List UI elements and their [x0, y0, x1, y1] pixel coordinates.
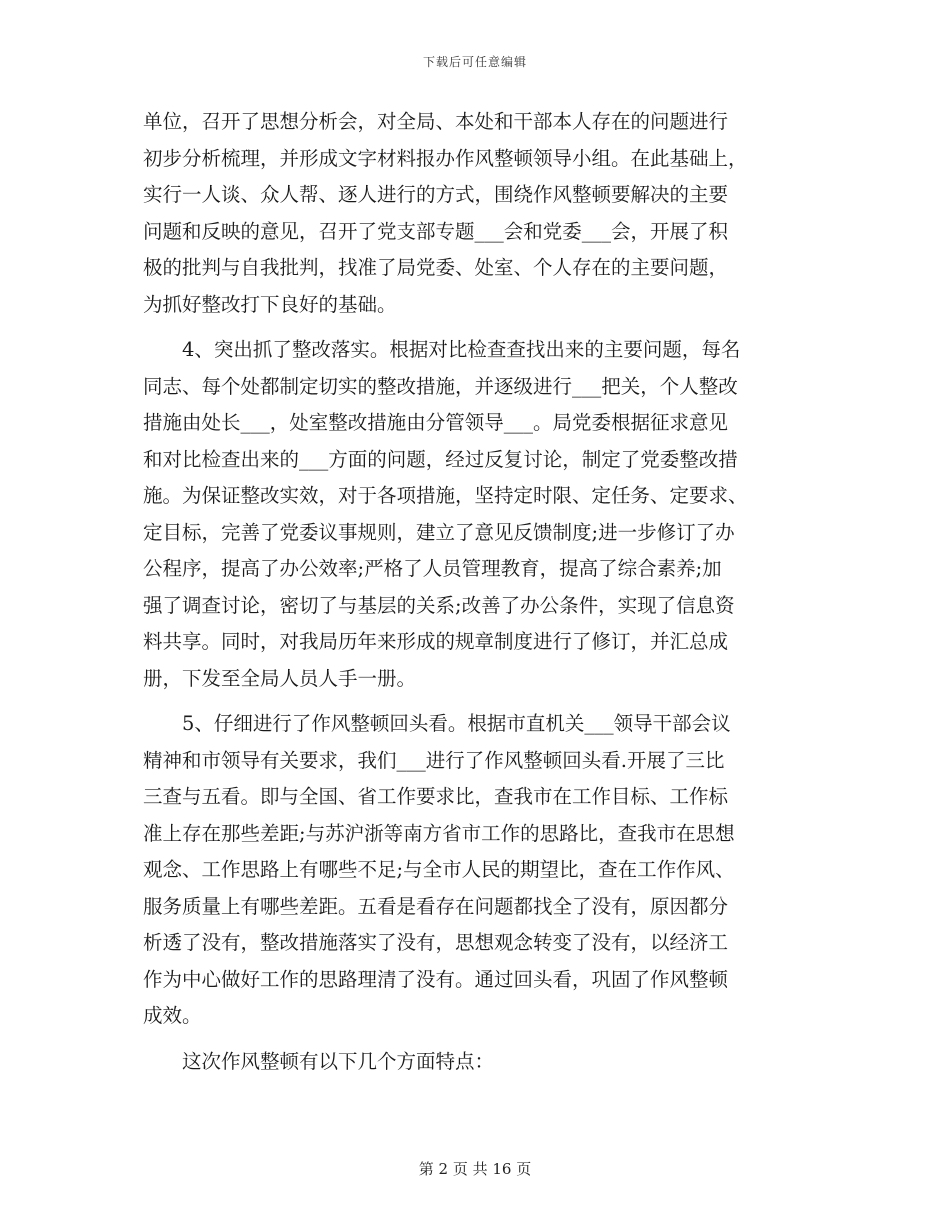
body-line: 服务质量上有哪些差距。五看是看存在问题都找全了没有，原因都分 — [143, 894, 729, 918]
page-header: 下载后可任意编辑 — [422, 55, 527, 69]
body-line: 措施由处长___，处室整改措施由分管领导___。局党委根据征求意见 — [143, 411, 729, 434]
body-line: 准上存在那些差距;与苏沪浙等南方省市工作的思路比，查我市在思想 — [143, 821, 735, 845]
body-line: 强了调查讨论，密切了与基层的关系;改善了办公条件，实现了信息资 — [143, 593, 735, 617]
body-line: 作为中心做好工作的思路理清了没有。通过回头看，巩固了作风整顿 — [143, 967, 729, 991]
body-line: 同志、每个处都制定切实的整改措施，并逐级进行___把关，个人整改 — [143, 374, 738, 398]
body-line: 为抓好整改打下良好的基础。 — [143, 292, 397, 316]
body-line: 5、仔细进行了作风整顿回头看。根据市直机关___领导干部会议 — [143, 712, 731, 735]
body-line: 施。为保证整改实效，对于各项措施，坚持定时限、定任务、定要求、 — [143, 484, 748, 507]
document-body — [143, 104, 807, 1080]
body-line: 定目标，完善了党委议事规则，建立了意见反馈制度;进一步修订了办 — [143, 520, 735, 544]
body-line: 实行一人谈、众人帮、逐人进行的方式，围绕作风整顿要解决的主要 — [143, 183, 729, 206]
body-line: 料共享。同时，对我局历年来形成的规章制度进行了修订，并汇总成 — [143, 630, 729, 653]
body-line: 这次作风整顿有以下几个方面特点： — [143, 1049, 495, 1073]
body-line: 成效。 — [143, 1004, 202, 1027]
body-line: 三查与五看。即与全国、省工作要求比，查我市在工作目标、工作标 — [143, 785, 729, 808]
body-line: 册，下发至全局人员人手一册。 — [143, 666, 417, 690]
body-line: 和对比检查出来的___方面的问题，经过反复讨论，制定了党委整改措 — [143, 447, 738, 471]
body-line: 问题和反映的意见，召开了党支部专题___会和党委___会，开展了积 — [143, 219, 729, 243]
body-line: 析透了没有，整改措施落实了没有，思想观念转变了没有，以经济工 — [143, 931, 729, 954]
body-line: 观念、工作思路上有哪些不足;与全市人民的期望比，查在工作作风、 — [143, 858, 735, 881]
body-line: 极的批判与自我批判，找准了局党委、处室、个人存在的主要问题， — [143, 256, 729, 279]
body-line: 初步分析梳理，并形成文字材料报办作风整顿领导小组。在此基础上， — [143, 146, 748, 170]
body-line: 单位，召开了思想分析会，对全局、本处和干部本人存在的问题进行 — [143, 110, 729, 133]
page-footer: 第 2 页 共 16 页 — [418, 1160, 532, 1178]
body-line: 精神和市领导有关要求，我们___进行了作风整顿回头看.开展了三比 — [143, 748, 725, 772]
body-line: 公程序，提高了办公效率;严格了人员管理教育，提高了综合素养;加 — [143, 557, 722, 580]
body-line: 4、突出抓了整改落实。根据对比检查查找出来的主要问题，每名 — [143, 338, 741, 361]
